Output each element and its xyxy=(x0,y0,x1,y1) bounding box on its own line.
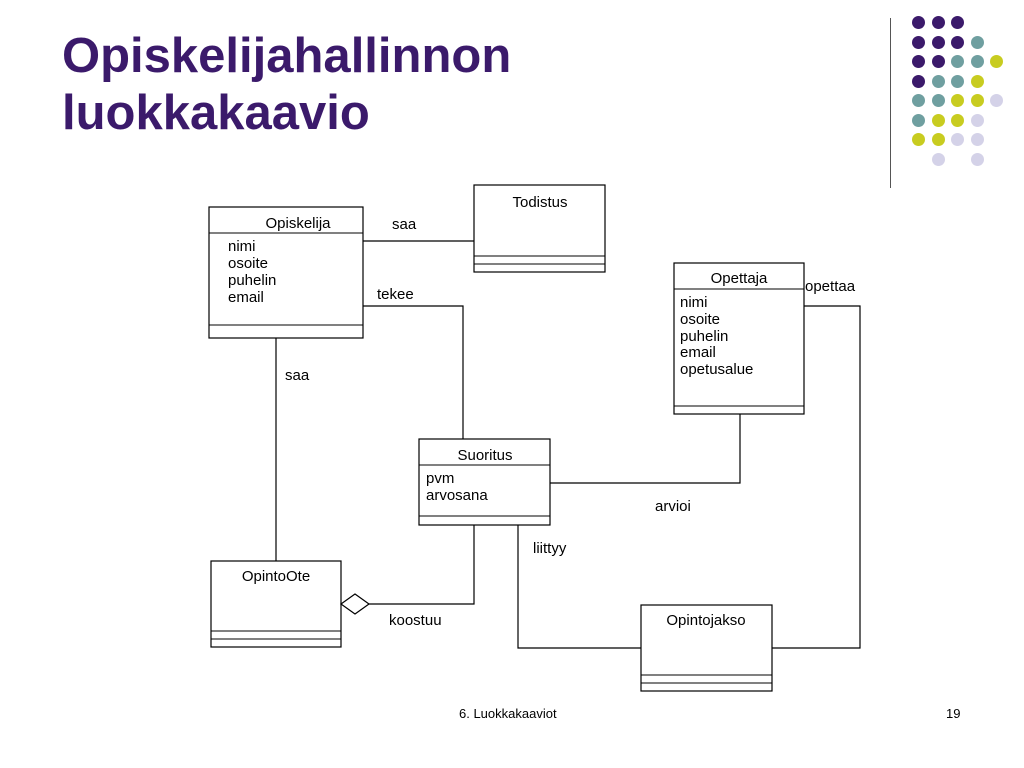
class-attribute: nimi xyxy=(228,238,256,255)
class-opiskelija xyxy=(209,207,363,338)
association-opiskelija-suoritus xyxy=(363,306,463,439)
class-attribute: pvm xyxy=(426,470,455,487)
class-attribute: puhelin xyxy=(228,272,277,289)
class-attribute: osoite xyxy=(680,311,721,328)
class-attribute: email xyxy=(680,344,716,361)
class-attribute: nimi xyxy=(680,294,708,311)
class-attribute: email xyxy=(228,289,264,306)
footer-chapter: 6. Luokkakaaviot xyxy=(459,706,557,721)
aggregation-diamond-icon xyxy=(341,594,369,614)
class-attribute: opetusalue xyxy=(680,361,754,378)
association-opettaja-suoritus xyxy=(550,414,740,483)
association-label: saa xyxy=(285,367,310,384)
class-name: OpintoOte xyxy=(241,568,311,585)
slide-title-line-2: luokkakaavio xyxy=(62,86,370,140)
class-name: Opiskelija xyxy=(265,215,331,232)
class-attribute: osoite xyxy=(228,255,269,272)
class-opettaja xyxy=(674,263,804,414)
class-name: Opettaja xyxy=(710,270,768,287)
class-opintoote xyxy=(211,561,341,647)
association-label: liittyy xyxy=(533,540,567,557)
association-label: tekee xyxy=(377,286,414,303)
class-name: Todistus xyxy=(512,194,568,211)
association-label: arvioi xyxy=(655,498,691,515)
class-attribute: arvosana xyxy=(426,487,488,504)
class-name: Suoritus xyxy=(457,447,513,464)
class-suoritus xyxy=(419,439,550,525)
association-label: saa xyxy=(392,216,417,233)
page-number: 19 xyxy=(946,706,961,721)
class-name: Opintojakso xyxy=(666,612,746,629)
class-opintojakso xyxy=(641,605,772,691)
class-todistus xyxy=(474,185,605,272)
aggregation-line-suoritus-opintoote xyxy=(369,525,474,604)
association-label: opettaa xyxy=(805,278,856,295)
association-label: koostuu xyxy=(389,612,442,629)
class-attribute: puhelin xyxy=(680,328,729,345)
slide-title-line-1: Opiskelijahallinnon xyxy=(62,29,512,83)
